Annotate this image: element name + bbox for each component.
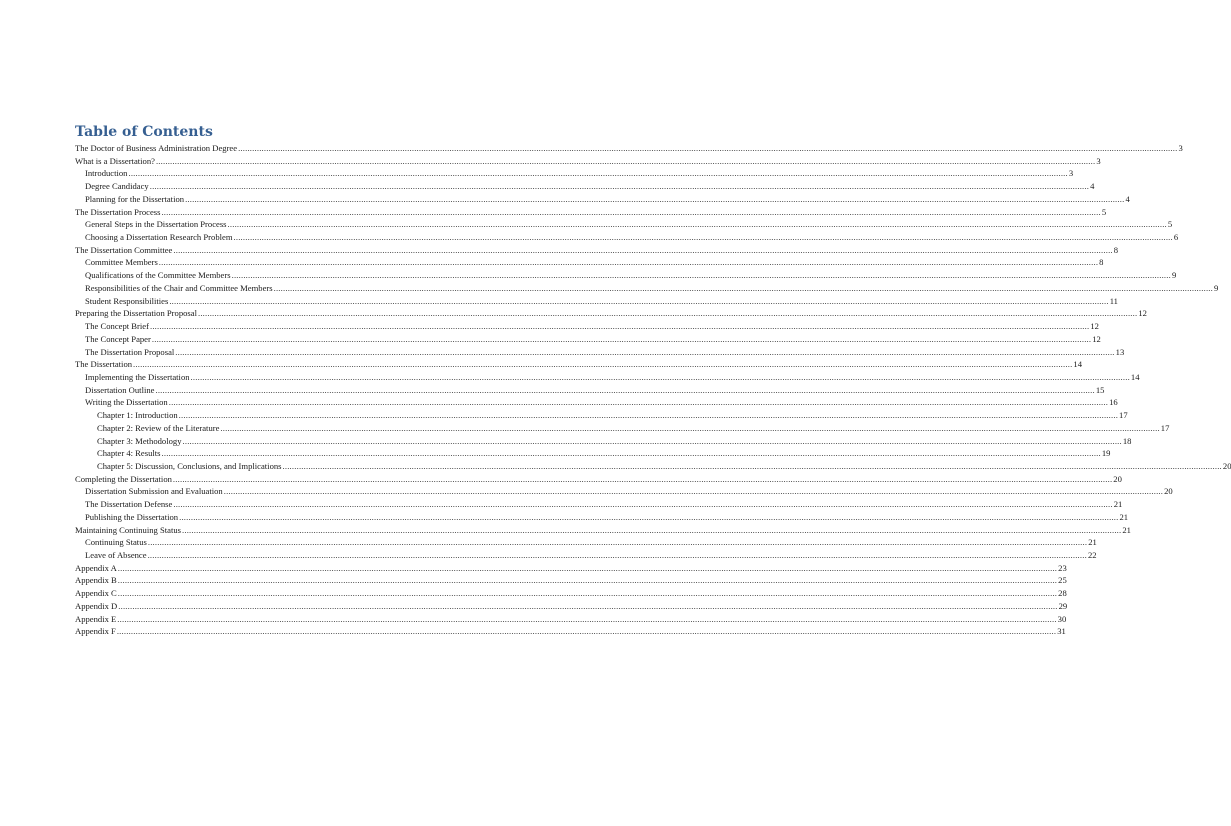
toc-dot-leader: ................................................................................................................................................................................................................................................................................................................................................................................................................	[161, 206, 1101, 217]
toc-entry[interactable]	[75, 473, 1122, 486]
toc-entry-title: Student Responsibilities	[85, 295, 169, 306]
toc-entry[interactable]	[75, 587, 1067, 600]
toc-entry-title: The Dissertation Committee	[75, 244, 173, 255]
toc-entry-page-number: 8	[1113, 244, 1119, 255]
toc-dot-leader: ................................................................................................................................................................................................................................................................................................................................................................................................................	[220, 422, 1160, 433]
toc-entry-title: Chapter 4: Results	[97, 448, 161, 459]
toc-entry-page-number: 29	[1058, 600, 1068, 611]
toc-entry-title: Appendix D	[75, 600, 118, 611]
toc-dot-leader: ................................................................................................................................................................................................................................................................................................................................................................................................................	[173, 499, 1113, 510]
toc-entry-title: Implementing the Dissertation	[85, 371, 190, 382]
toc-dot-leader: ................................................................................................................................................................................................................................................................................................................................................................................................................	[149, 181, 1090, 192]
toc-entry-page-number: 14	[1130, 371, 1140, 382]
toc-entry-page-number: 25	[1058, 575, 1067, 586]
toc-entry-title: Chapter 2: Review of the Literature	[97, 422, 220, 433]
toc-entry[interactable]	[75, 206, 1107, 219]
toc-entry[interactable]	[75, 180, 1095, 193]
toc-entry[interactable]	[75, 613, 1067, 626]
toc-dot-leader: ................................................................................................................................................................................................................................................................................................................................................................................................................	[117, 575, 1058, 586]
toc-entry[interactable]	[75, 536, 1097, 549]
toc-entry-title: Choosing a Dissertation Research Problem	[85, 232, 233, 243]
toc-entry[interactable]	[75, 320, 1099, 333]
toc-entry-page-number: 9	[1171, 270, 1177, 281]
toc-entry[interactable]	[75, 346, 1125, 359]
toc-entry-page-number: 4	[1125, 193, 1130, 204]
toc-entry-title: Introduction	[85, 168, 128, 179]
toc-entry[interactable]	[75, 600, 1068, 613]
toc-dot-leader: ................................................................................................................................................................................................................................................................................................................................................................................................................	[168, 397, 1109, 408]
toc-entry[interactable]	[75, 549, 1097, 562]
toc-entry[interactable]	[75, 193, 1130, 206]
toc-dot-leader: ................................................................................................................................................................................................................................................................................................................................................................................................................	[179, 511, 1119, 522]
toc-entry-title: Preparing the Dissertation Proposal	[75, 308, 197, 319]
toc-dot-leader: ................................................................................................................................................................................................................................................................................................................................................................................................................	[197, 308, 1138, 319]
toc-entry-page-number: 15	[1095, 384, 1105, 395]
toc-entry[interactable]	[75, 218, 1173, 231]
toc-entry-page-number: 3	[1096, 155, 1101, 166]
toc-entry-title: Chapter 3: Methodology	[97, 435, 182, 446]
toc-dot-leader: ................................................................................................................................................................................................................................................................................................................................................................................................................	[273, 282, 1213, 293]
toc-dot-leader: ................................................................................................................................................................................................................................................................................................................................................................................................................	[133, 359, 1073, 370]
toc-entry-page-number: 3	[1178, 143, 1183, 153]
toc-entry-title: The Concept Brief	[85, 321, 149, 332]
toc-dot-leader: ................................................................................................................................................................................................................................................................................................................................................................................................................	[182, 435, 1122, 446]
toc-dot-leader: ................................................................................................................................................................................................................................................................................................................................................................................................................	[238, 143, 1178, 153]
toc-entry-title: Chapter 5: Discussion, Conclusions, and Implications	[97, 460, 282, 471]
toc-entry-page-number: 21	[1119, 511, 1129, 522]
toc-entry-page-number: 30	[1057, 613, 1067, 624]
toc-dot-leader: ................................................................................................................................................................................................................................................................................................................................................................................................................	[190, 371, 1130, 382]
toc-entry[interactable]	[75, 307, 1147, 320]
toc-entry[interactable]	[75, 244, 1119, 257]
toc-entry-page-number: 19	[1101, 448, 1111, 459]
toc-entry[interactable]	[75, 384, 1105, 397]
toc-entry-page-number: 20	[1164, 486, 1173, 497]
toc-dot-leader: ................................................................................................................................................................................................................................................................................................................................................................................................................	[282, 460, 1222, 471]
toc-entry-page-number: 12	[1138, 308, 1147, 319]
toc-dot-leader: ................................................................................................................................................................................................................................................................................................................................................................................................................	[147, 537, 1088, 548]
toc-entry[interactable]	[75, 447, 1111, 460]
toc-dot-leader: ................................................................................................................................................................................................................................................................................................................................................................................................................	[182, 524, 1122, 535]
toc-entry[interactable]	[75, 562, 1067, 575]
toc-entry[interactable]	[75, 231, 1179, 244]
toc-entry[interactable]	[75, 435, 1132, 448]
toc-entry[interactable]	[75, 524, 1131, 537]
toc-entry-page-number: 14	[1073, 359, 1083, 370]
toc-entry[interactable]	[75, 358, 1083, 371]
toc-entry[interactable]	[75, 574, 1067, 587]
toc-dot-leader: ................................................................................................................................................................................................................................................................................................................................................................................................................	[118, 600, 1058, 611]
toc-entry[interactable]	[75, 498, 1123, 511]
toc-entry[interactable]	[75, 142, 1183, 155]
toc-entry-title: What is a Dissertation?	[75, 155, 155, 166]
toc-entry-page-number: 28	[1058, 588, 1067, 599]
toc-dot-leader: ................................................................................................................................................................................................................................................................................................................................................................................................................	[227, 219, 1167, 230]
toc-entry[interactable]	[75, 269, 1177, 282]
toc-entry-page-number: 22	[1087, 550, 1097, 560]
toc-entry-page-number: 12	[1090, 321, 1099, 332]
toc-entry[interactable]	[75, 333, 1101, 346]
toc-dot-leader: ................................................................................................................................................................................................................................................................................................................................................................................................................	[178, 410, 1119, 421]
toc-dot-leader: ................................................................................................................................................................................................................................................................................................................................................................................................................	[149, 321, 1090, 332]
toc-entry-title: Maintaining Continuing Status	[75, 524, 181, 535]
toc-entry-page-number: 20	[1222, 460, 1231, 471]
toc-entry-page-number: 5	[1167, 219, 1173, 230]
toc-entry[interactable]	[75, 167, 1074, 180]
toc-entry-page-number: 9	[1213, 282, 1219, 293]
toc-entry-list	[75, 142, 1231, 638]
toc-dot-leader: ................................................................................................................................................................................................................................................................................................................................................................................................................	[116, 626, 1057, 637]
toc-entry-title: Completing the Dissertation	[75, 473, 172, 484]
toc-dot-leader: ................................................................................................................................................................................................................................................................................................................................................................................................................	[172, 473, 1113, 484]
toc-entry-title: The Doctor of Business Administration Degree	[75, 143, 238, 153]
toc-dot-leader: ................................................................................................................................................................................................................................................................................................................................................................................................................	[161, 448, 1101, 459]
toc-entry-title: Appendix A	[75, 562, 117, 573]
toc-entry[interactable]	[75, 422, 1170, 435]
toc-entry[interactable]	[75, 409, 1128, 422]
toc-entry-title: Appendix B	[75, 575, 117, 586]
toc-entry-page-number: 23	[1058, 562, 1067, 573]
toc-entry-page-number: 12	[1092, 333, 1101, 344]
toc-entry-page-number: 4	[1090, 181, 1095, 192]
toc-entry[interactable]	[75, 511, 1129, 524]
toc-dot-leader: ................................................................................................................................................................................................................................................................................................................................................................................................................	[147, 550, 1087, 560]
toc-entry-title: The Dissertation Defense	[85, 499, 173, 510]
toc-entry-title: Dissertation Outline	[85, 384, 155, 395]
toc-entry-title: Continuing Status	[85, 537, 147, 548]
toc-dot-leader: ................................................................................................................................................................................................................................................................................................................................................................................................................	[155, 155, 1096, 166]
toc-entry-title: Planning for the Dissertation	[85, 193, 185, 204]
toc-entry-title: Appendix E	[75, 613, 117, 624]
toc-entry[interactable]	[75, 485, 1173, 498]
toc-entry-page-number: 21	[1122, 524, 1131, 535]
toc-entry-page-number: 16	[1109, 397, 1118, 408]
toc-entry-page-number: 8	[1099, 257, 1104, 268]
toc-entry[interactable]	[75, 295, 1118, 308]
toc-entry-title: The Concept Paper	[85, 333, 151, 344]
toc-entry[interactable]	[75, 371, 1140, 384]
toc-entry-title: Appendix F	[75, 626, 116, 637]
toc-entry-page-number: 21	[1088, 537, 1097, 548]
toc-dot-leader: ................................................................................................................................................................................................................................................................................................................................................................................................................	[169, 295, 1109, 306]
toc-dot-leader: ................................................................................................................................................................................................................................................................................................................................................................................................................	[173, 244, 1113, 255]
toc-entry-page-number: 18	[1122, 435, 1132, 446]
toc-entry-page-number: 3	[1068, 168, 1074, 179]
toc-dot-leader: ................................................................................................................................................................................................................................................................................................................................................................................................................	[158, 257, 1099, 268]
table-of-contents	[75, 124, 1231, 638]
toc-entry[interactable]	[75, 155, 1101, 168]
toc-dot-leader: ................................................................................................................................................................................................................................................................................................................................................................................................................	[231, 270, 1171, 281]
toc-entry-title: Committee Members	[85, 257, 158, 268]
toc-entry-title: The Dissertation	[75, 359, 133, 370]
toc-entry-title: Chapter 1: Introduction	[97, 410, 178, 421]
toc-dot-leader: ................................................................................................................................................................................................................................................................................................................................................................................................................	[128, 168, 1068, 179]
toc-dot-leader: ................................................................................................................................................................................................................................................................................................................................................................................................................	[185, 193, 1125, 204]
toc-entry-title: Appendix C	[75, 588, 117, 599]
toc-heading: Table of Contents	[75, 124, 213, 140]
toc-dot-leader: ................................................................................................................................................................................................................................................................................................................................................................................................................	[117, 562, 1058, 573]
toc-dot-leader: ................................................................................................................................................................................................................................................................................................................................................................................................................	[151, 333, 1092, 344]
toc-entry-title: Dissertation Submission and Evaluation	[85, 486, 223, 497]
toc-entry-title: Writing the Dissertation	[85, 397, 168, 408]
toc-entry-title: Responsibilities of the Chair and Committee Members	[85, 282, 273, 293]
toc-entry-page-number: 11	[1109, 295, 1118, 306]
toc-entry-title: Qualifications of the Committee Members	[85, 270, 231, 281]
toc-entry-title: General Steps in the Dissertation Process	[85, 219, 227, 230]
toc-entry-page-number: 5	[1101, 206, 1107, 217]
toc-entry-page-number: 13	[1115, 346, 1125, 357]
toc-dot-leader: ................................................................................................................................................................................................................................................................................................................................................................................................................	[117, 588, 1058, 599]
toc-entry-title: The Dissertation Process	[75, 206, 161, 217]
toc-dot-leader: ................................................................................................................................................................................................................................................................................................................................................................................................................	[223, 486, 1164, 497]
toc-entry[interactable]	[75, 396, 1118, 409]
toc-dot-leader: ................................................................................................................................................................................................................................................................................................................................................................................................................	[155, 384, 1095, 395]
toc-entry-title: Degree Candidacy	[85, 181, 149, 192]
toc-entry-page-number: 6	[1173, 232, 1179, 243]
toc-entry[interactable]	[75, 282, 1219, 295]
toc-entry-page-number: 17	[1119, 410, 1128, 421]
toc-entry-title: Leave of Absence	[85, 550, 147, 560]
toc-entry-title: The Dissertation Proposal	[85, 346, 175, 357]
toc-entry[interactable]	[75, 460, 1231, 473]
toc-entry-page-number: 21	[1113, 499, 1123, 510]
toc-entry-page-number: 20	[1113, 473, 1122, 484]
toc-dot-leader: ................................................................................................................................................................................................................................................................................................................................................................................................................	[175, 346, 1115, 357]
toc-dot-leader: ................................................................................................................................................................................................................................................................................................................................................................................................................	[233, 232, 1173, 243]
toc-entry-title: Publishing the Dissertation	[85, 511, 179, 522]
toc-entry-page-number: 31	[1057, 626, 1066, 637]
toc-entry[interactable]	[75, 625, 1066, 638]
toc-dot-leader: ................................................................................................................................................................................................................................................................................................................................................................................................................	[117, 613, 1057, 624]
toc-entry-page-number: 17	[1160, 422, 1170, 433]
toc-entry[interactable]	[75, 256, 1104, 269]
